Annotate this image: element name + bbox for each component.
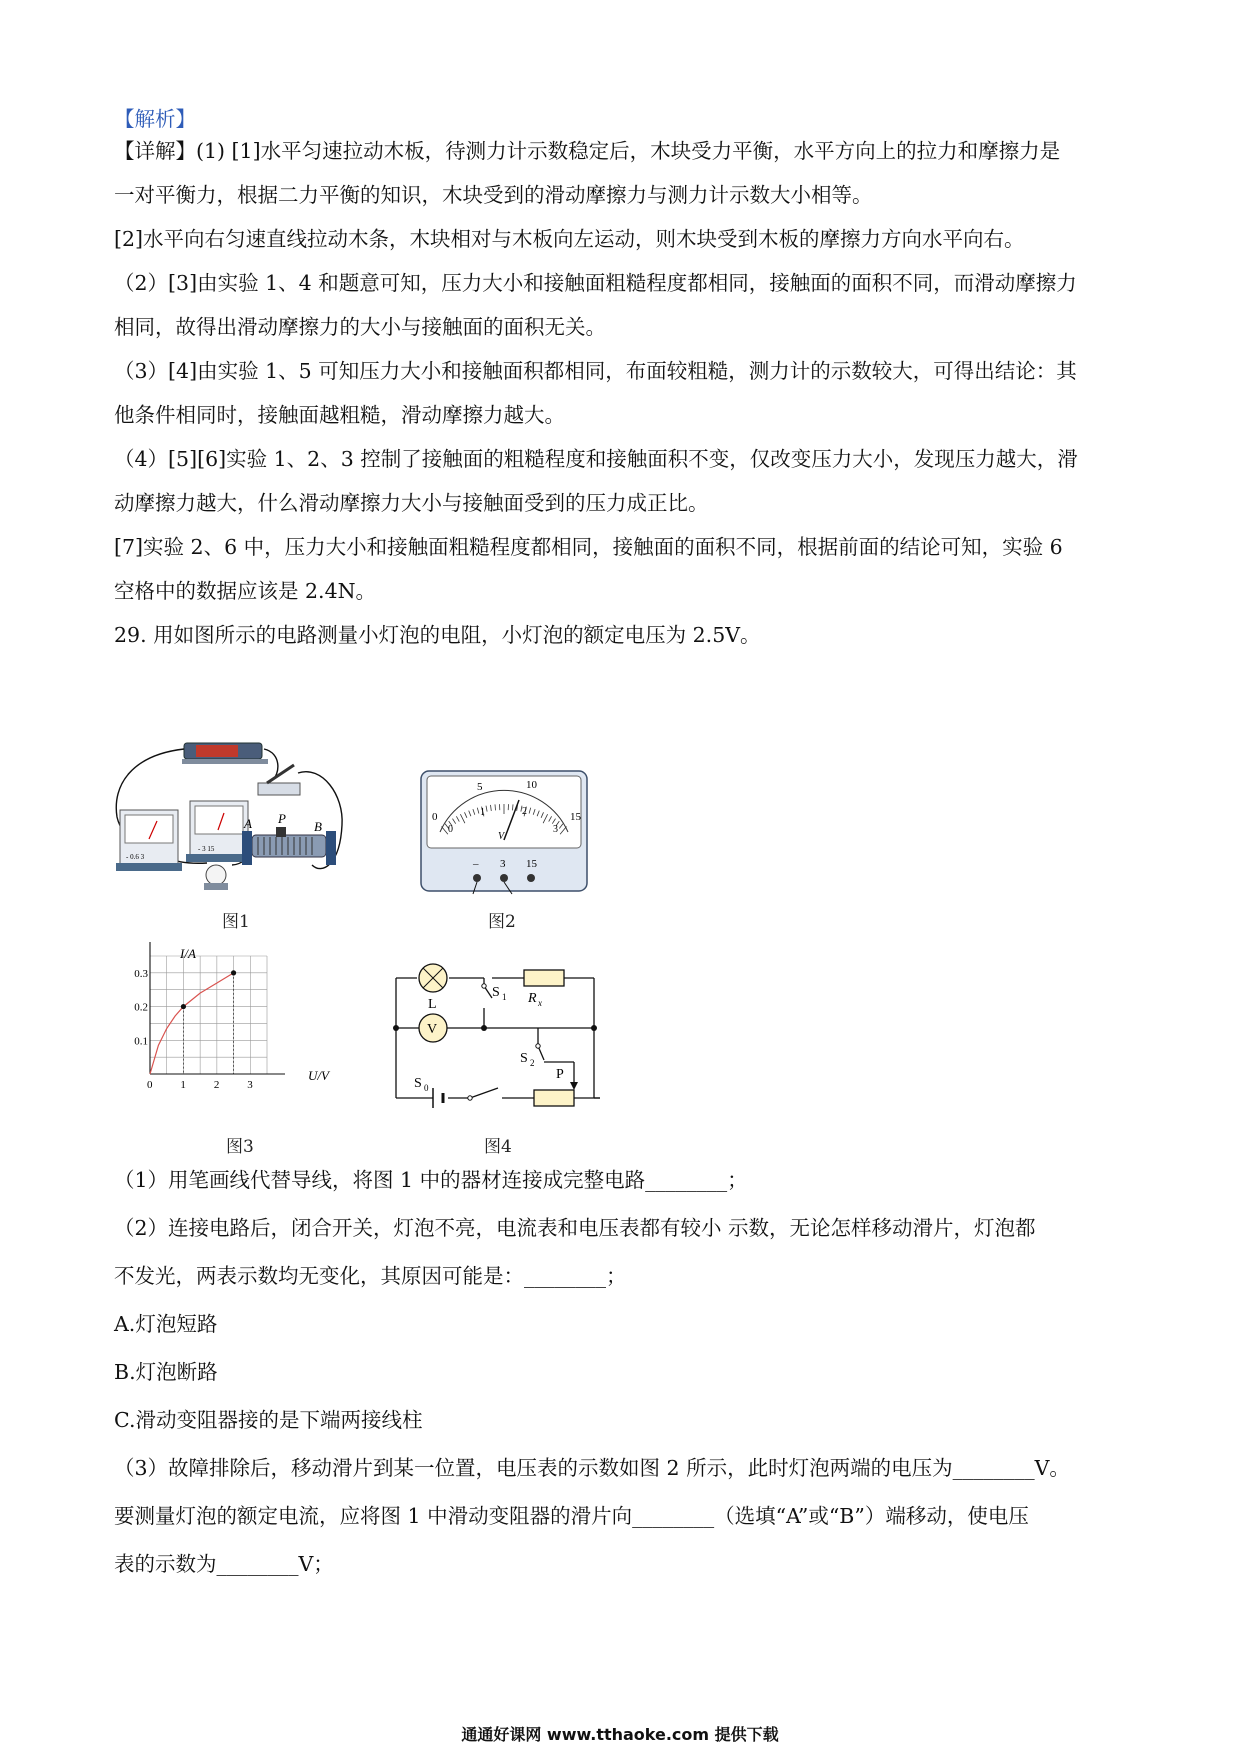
analysis-line: 一对平衡力，根据二力平衡的知识，木块受到的滑动摩擦力与测力计示数大小相等。 bbox=[114, 183, 873, 207]
y-tick-label: 0.1 bbox=[134, 1035, 148, 1048]
y-axis-label: I/A bbox=[180, 946, 196, 961]
dial-upper-5: 5 bbox=[477, 781, 483, 793]
dial-upper-0: 0 bbox=[432, 811, 438, 823]
analysis-line: （2）[3]由实验 1、4 和题意可知，压力大小和接触面粗糙程度都相同，接触面的面积不同，而滑动摩擦力 bbox=[114, 271, 1077, 295]
terminal-3 bbox=[500, 874, 508, 882]
analysis-line: （3）[4]由实验 1、5 可知压力大小和接触面积都相同，布面较粗糙，测力计的示数较大，可得出结论：其 bbox=[114, 359, 1077, 383]
figure-3-caption: 图3 bbox=[226, 1137, 254, 1157]
figure-1-caption: 图1 bbox=[222, 912, 250, 932]
dial-upper-10: 10 bbox=[526, 779, 537, 791]
svg-text:- 0.6 3: - 0.6 3 bbox=[126, 853, 145, 861]
terminal-15-label: 15 bbox=[526, 858, 537, 870]
x-tick-label: 0 bbox=[147, 1079, 153, 1091]
rx-resistor bbox=[524, 970, 564, 986]
analysis-line: [7]实验 2、6 中，压力大小和接触面粗糙程度都相同，接触面的面积不同，根据前面的结论可知，实验 6 bbox=[114, 535, 1063, 559]
dial-tick bbox=[495, 804, 496, 810]
terminal-minus bbox=[473, 874, 481, 882]
s1-label: S bbox=[492, 985, 500, 1000]
option-a: A.灯泡短路 bbox=[114, 1312, 218, 1336]
s2-label: S bbox=[520, 1051, 528, 1066]
analysis-header: 【解析】 bbox=[114, 107, 196, 131]
s2-sub: 2 bbox=[530, 1058, 535, 1068]
dial-lower-1: 1 bbox=[480, 807, 485, 818]
rheostat bbox=[242, 811, 336, 865]
option-b: B.灯泡断路 bbox=[114, 1360, 218, 1384]
analysis-line: 动摩擦力越大，什么滑动摩擦力大小与接触面受到的压力成正比。 bbox=[114, 491, 709, 515]
analysis-line: （4）[5][6]实验 1、2、3 控制了接触面的粗糙程度和接触面积不变，仅改变压力大小，发现压力越大，滑 bbox=[114, 447, 1078, 471]
lamp-symbol bbox=[419, 964, 447, 992]
analysis-line: 他条件相同时，接触面越粗糙，滑动摩擦力越大。 bbox=[114, 403, 565, 427]
dial-unit: V bbox=[498, 831, 505, 842]
svg-text:P: P bbox=[278, 811, 286, 826]
dial-lower-2: 2 bbox=[522, 806, 527, 817]
analysis-line: 空格中的数据应该是 2.4N。 bbox=[114, 579, 377, 603]
rx-label: R bbox=[528, 991, 537, 1006]
lamp-label: L bbox=[428, 997, 437, 1012]
s0-label: S bbox=[414, 1076, 422, 1091]
question-part-3-cont: 要测量灯泡的额定电流，应将图 1 中滑动变阻器的滑片向________（选填“A”或“B”）端移动，使电压 bbox=[114, 1504, 1029, 1528]
rheostat-symbol bbox=[534, 1090, 574, 1106]
p-label: P bbox=[556, 1067, 564, 1082]
question-stem: 29. 用如图所示的电路测量小灯泡的电阻，小灯泡的额定电压为 2.5V。 bbox=[114, 623, 761, 647]
svg-text:B: B bbox=[314, 819, 322, 834]
x-tick-label: 2 bbox=[213, 1079, 220, 1091]
terminal-3-label: 3 bbox=[500, 858, 506, 870]
svg-text:- 3 15: - 3 15 bbox=[198, 845, 215, 853]
x-axis-label: U/V bbox=[308, 1068, 329, 1083]
figure-1-apparatus bbox=[112, 735, 382, 890]
question-part-3-end: 表的示数为________V； bbox=[114, 1552, 334, 1576]
analysis-line: [2]水平向右匀速直线拉动木条，木块相对与木板向左运动，则木块受到木板的摩擦力方向水平向右。 bbox=[114, 227, 1025, 251]
dial-lower-3: 3 bbox=[553, 824, 558, 835]
y-tick-label: 0.2 bbox=[134, 1001, 148, 1014]
figure-2-voltmeter-dial bbox=[420, 770, 590, 894]
figure-3-iu-graph bbox=[134, 944, 340, 1116]
svg-text:A: A bbox=[244, 816, 252, 831]
question-part-1: （1）用笔画线代替导线，将图 1 中的器材连接成完整电路________； bbox=[114, 1168, 748, 1192]
analysis-line: 【详解】(1) [1]水平匀速拉动木板，待测力计示数稳定后，木块受力平衡，水平方向上的拉力和摩擦力是 bbox=[114, 139, 1061, 163]
x-tick-label: 3 bbox=[247, 1079, 253, 1091]
terminal-minus-label: – bbox=[473, 858, 479, 870]
page-footer: 通通好课网 www.tthaoke.com 提供下载 bbox=[461, 1725, 779, 1744]
terminal-15 bbox=[527, 874, 535, 882]
x-tick-label: 1 bbox=[180, 1079, 186, 1091]
question-part-2-cont: 不发光，两表示数均无变化，其原因可能是：________； bbox=[114, 1264, 627, 1288]
figure-2-caption: 图2 bbox=[488, 912, 516, 932]
question-part-3: （3）故障排除后，移动滑片到某一位置，电压表的示数如图 2 所示，此时灯泡两端的电压为________V。 bbox=[114, 1456, 1070, 1480]
rx-sub: x bbox=[538, 998, 542, 1008]
ammeter bbox=[116, 810, 182, 871]
s0-sub: 0 bbox=[424, 1083, 429, 1093]
voltmeter-label: V bbox=[427, 1022, 438, 1037]
question-part-2: （2）连接电路后，闭合开关，灯泡不亮，电流表和电压表都有较小 示数，无论怎样移动滑片，灯泡都 bbox=[114, 1216, 1036, 1240]
figure-4-circuit bbox=[388, 950, 614, 1125]
analysis-line: 相同，故得出滑动摩擦力的大小与接触面的面积无关。 bbox=[114, 315, 606, 339]
bulb bbox=[204, 865, 228, 890]
dial-tick bbox=[513, 804, 514, 810]
s1-sub: 1 bbox=[502, 992, 507, 1002]
switch bbox=[258, 783, 300, 795]
figure-4-caption: 图4 bbox=[484, 1137, 512, 1157]
dial-lower-0: 0 bbox=[448, 824, 453, 835]
dial-upper-15: 15 bbox=[570, 811, 581, 823]
y-tick-label: 0.3 bbox=[134, 967, 148, 980]
option-c: C.滑动变阻器接的是下端两接线柱 bbox=[114, 1408, 423, 1432]
